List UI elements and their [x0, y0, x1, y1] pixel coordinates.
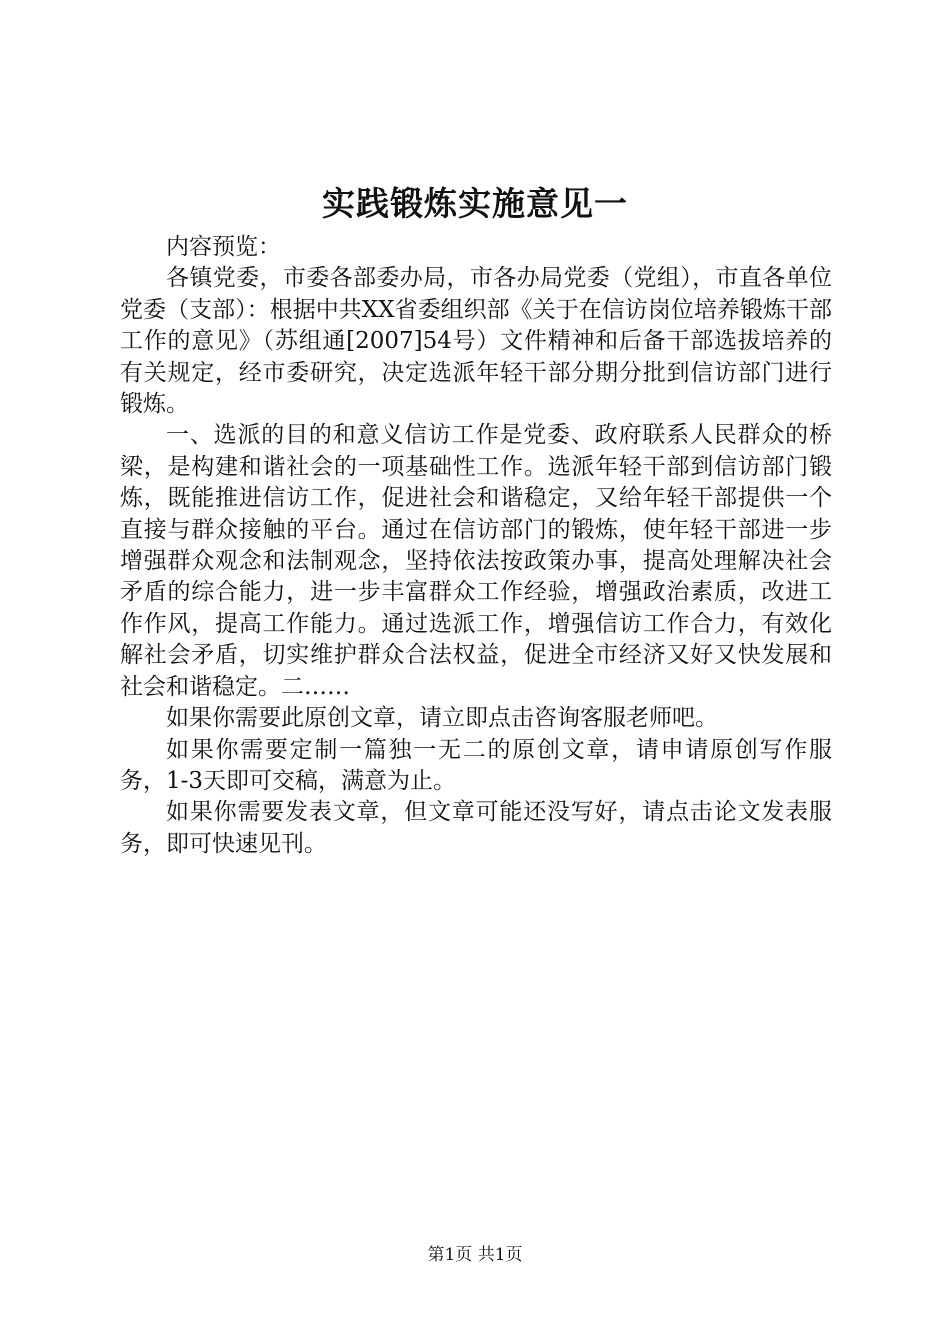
paragraph-contact: 如果你需要此原创文章，请立即点击咨询客服老师吧。: [166, 705, 718, 732]
document-title: 实践锻炼实施意见一: [322, 184, 628, 223]
document-body: [120, 232, 832, 860]
paragraph-custom-writing: 如果你需要定制一篇独一无二的原创文章，请申请原创写作服务，1-3天即可交稿，满意为止。: [120, 736, 832, 794]
page-footer: 第1页 共1页: [427, 1245, 523, 1265]
paragraph-publishing: 如果你需要发表文章，但文章可能还没写好，请点击论文发表服务，即可快速见刊。: [120, 799, 832, 857]
preview-label: 内容预览：: [166, 234, 281, 260]
paragraph-purpose: 一、选派的目的和意义信访工作是党委、政府联系人民群众的桥梁，是构建和谐社会的一项基础性工作。选派年轻干部到信访部门锻炼，既能推进信访工作，促进社会和谐稳定，又给年轻干部提供一个直接与群众接触的平台。通过在信访部门的锻炼，使年轻干部进一步增强群众观念和法制观念，坚持依法按政策办事，提高处理解决社会矛盾的综合能力，进一步丰富群众工作经验，增强政治素质，改进工作作风，提高工作能力。通过选派工作，增强信访工作合力，有效化解社会矛盾，切实维护群众合法权益，促进全市经济又好又快发展和社会和谐稳定。二……: [120, 422, 832, 700]
paragraph-intro: 各镇党委，市委各部委办局，市各办局党委（党组），市直各单位党委（支部）：根据中共XX省委组织部《关于在信访岗位培养锻炼干部工作的意见》（苏组通[2007]54号）文件精神和后备干部选拔培养的有关规定，经市委研究，决定选派年轻干部分期分批到信访部门进行锻炼。: [120, 265, 832, 418]
